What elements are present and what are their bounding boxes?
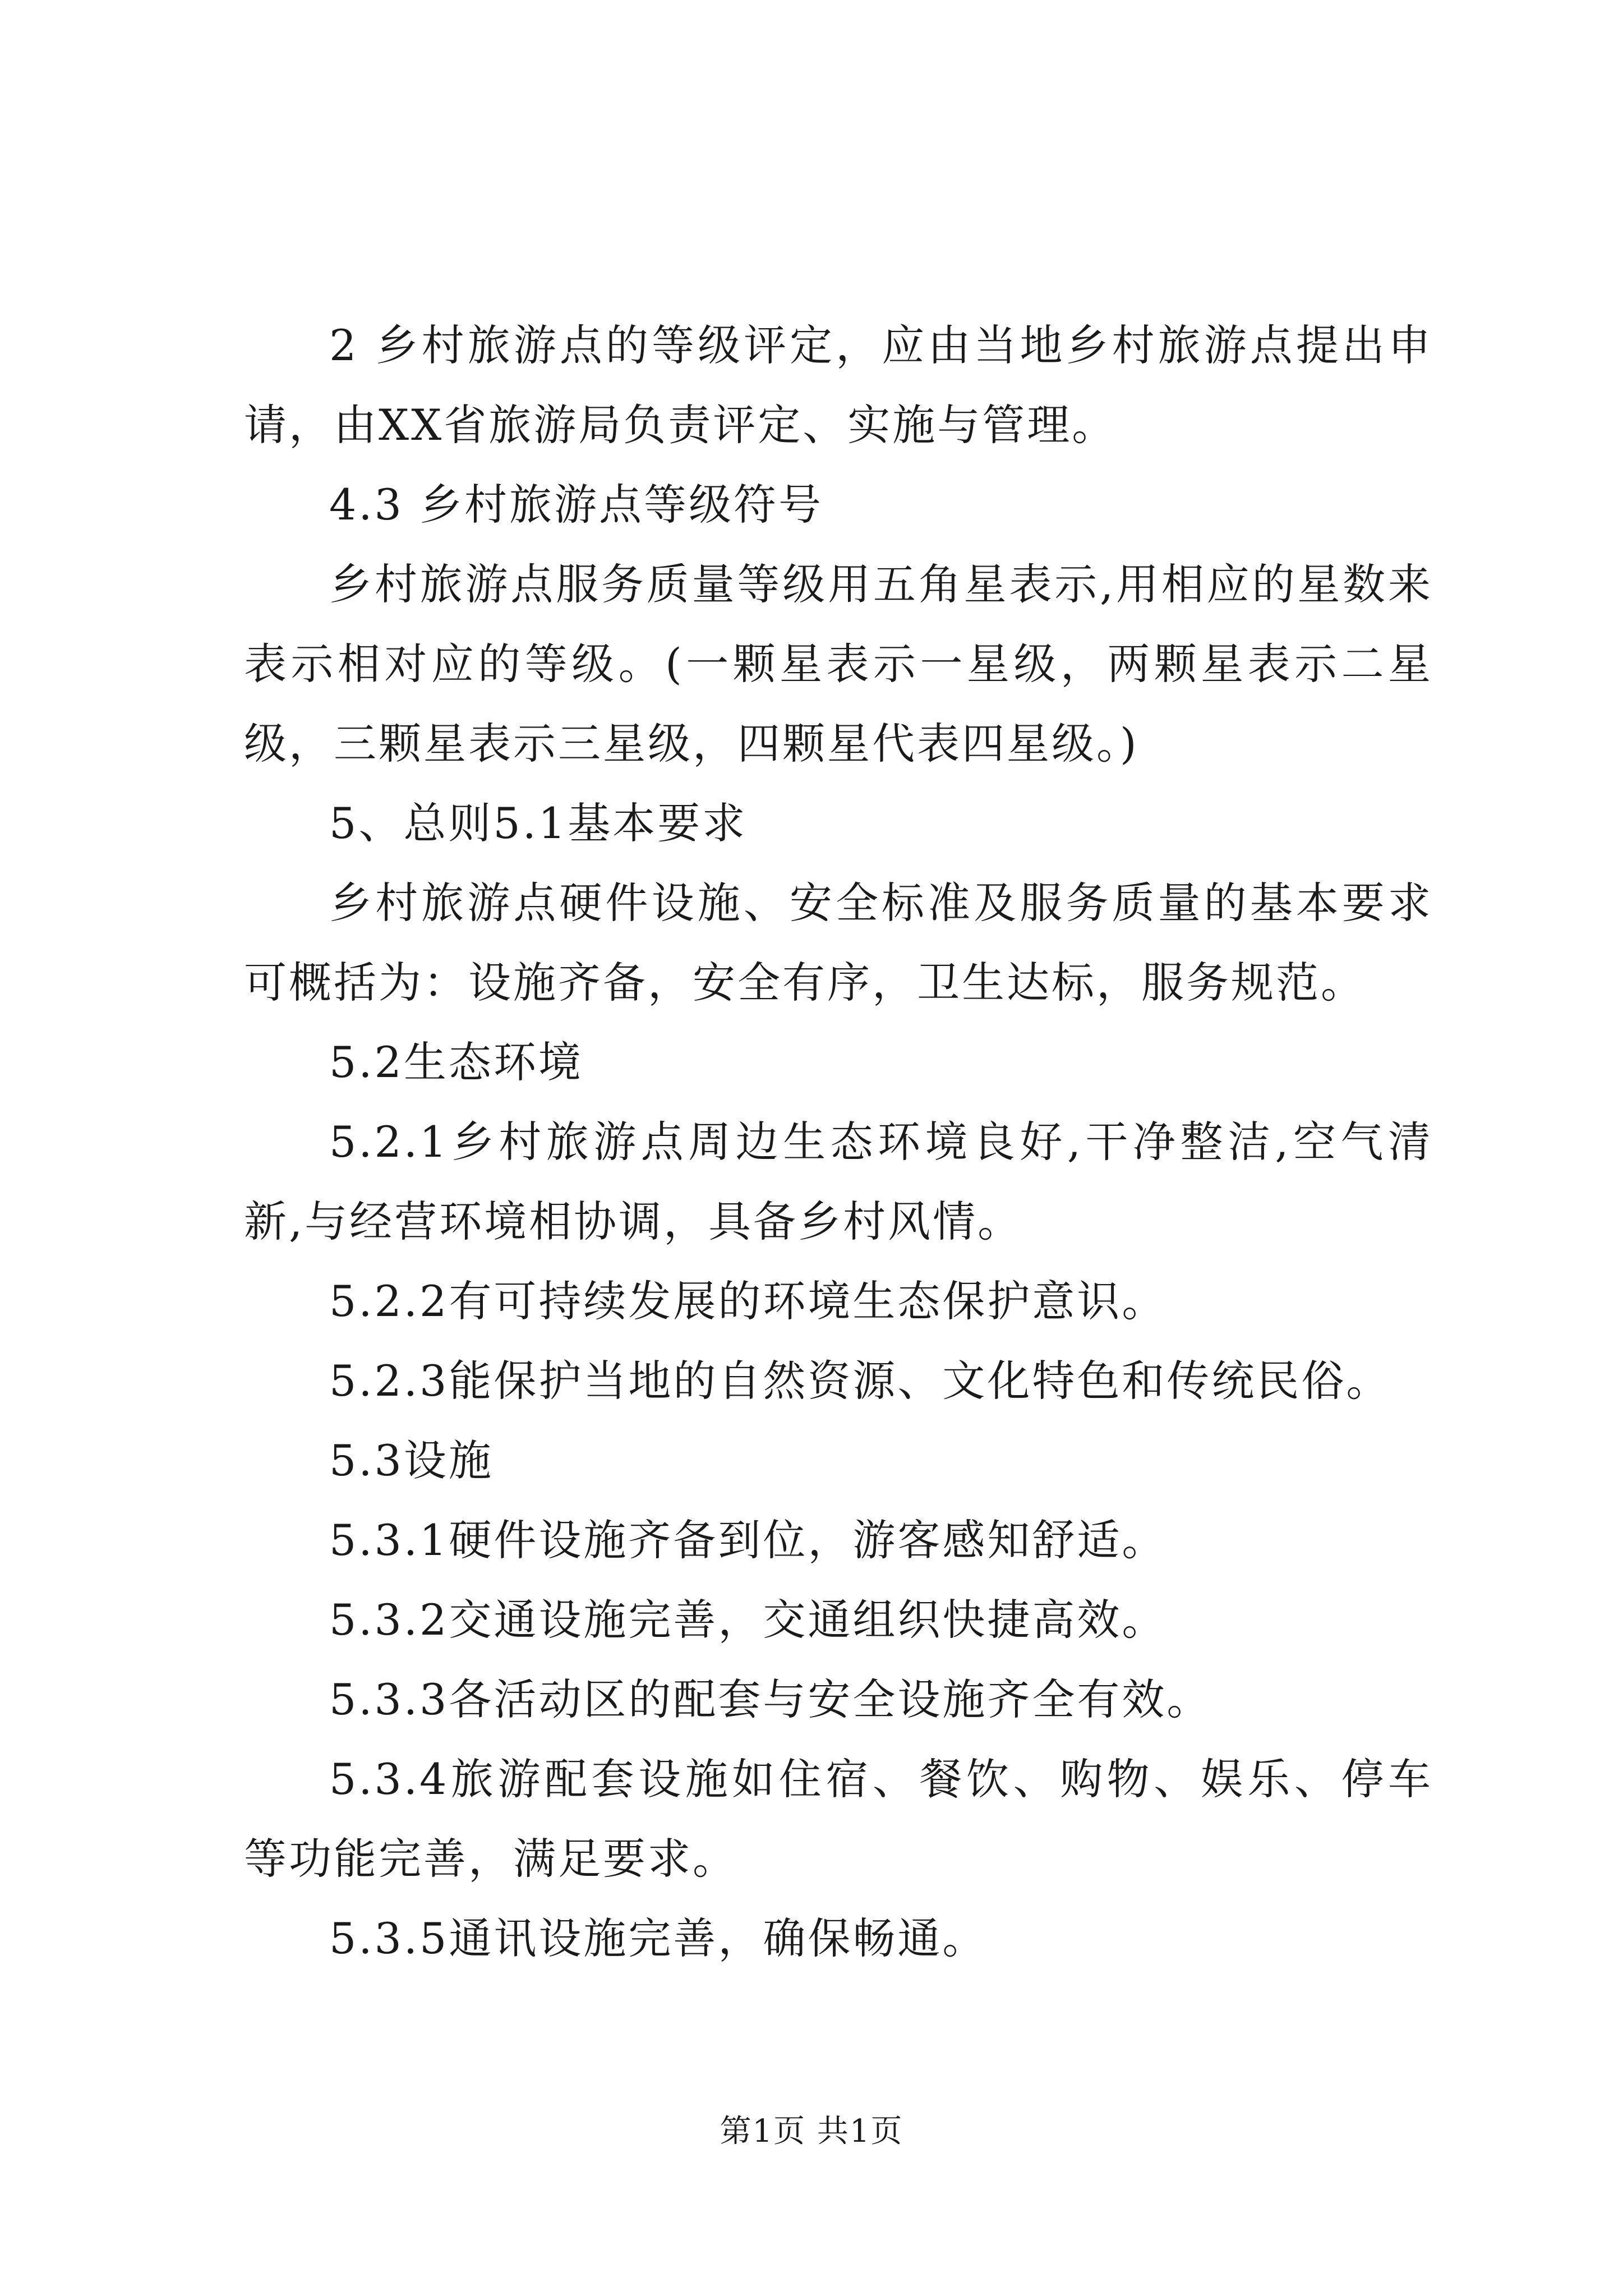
- paragraph-5-3-2: 5.3.2交通设施完善，交通组织快捷高效。: [329, 1595, 1167, 1645]
- paragraph-5-3-3: 5.3.3各活动区的配套与安全设施齐全有效。: [329, 1674, 1212, 1724]
- paragraph-basic-requirements: 乡村旅游点硬件设施、安全标准及服务质量的基本要求可概括为：设施齐备，安全有序，卫生达标，服务规范。: [244, 878, 1433, 1007]
- paragraph-grading-assessment: 2 乡村旅游点的等级评定，应由当地乡村旅游点提出申请，由XX省旅游局负责评定、实施与管理。: [244, 320, 1433, 450]
- heading-5-3-facilities: 5.3设施: [329, 1435, 494, 1485]
- paragraph-5-3-1: 5.3.1硬件设施齐备到位，游客感知舒适。: [329, 1515, 1167, 1565]
- paragraph-5-2-3: 5.2.3能保护当地的自然资源、文化特色和传统民俗。: [329, 1356, 1391, 1406]
- page-footer: 第1页 共1页: [720, 2113, 903, 2150]
- document-body: [244, 306, 1433, 1978]
- paragraph-star-grades: 乡村旅游点服务质量等级用五角星表示,用相应的星数来表示相对应的等级。(一颗星表示一星级，两颗星表示二星级，三颗星表示三星级，四颗星代表四星级。): [244, 559, 1433, 769]
- heading-4-3-grade-symbol: 4.3 乡村旅游点等级符号: [329, 480, 824, 530]
- paragraph-5-3-5: 5.3.5通讯设施完善，确保畅通。: [329, 1913, 988, 1963]
- paragraph-5-2-1: 5.2.1乡村旅游点周边生态环境良好,干净整洁,空气清新,与经营环境相协调，具备乡村风情。: [244, 1117, 1433, 1246]
- heading-5-general-rules: 5、总则5.1基本要求: [329, 798, 748, 848]
- heading-5-2-ecology: 5.2生态环境: [329, 1037, 583, 1087]
- paragraph-5-2-2: 5.2.2有可持续发展的环境生态保护意识。: [329, 1276, 1167, 1326]
- paragraph-5-3-4: 5.3.4旅游配套设施如住宿、餐饮、购物、娱乐、停车等功能完善，满足要求。: [244, 1754, 1433, 1884]
